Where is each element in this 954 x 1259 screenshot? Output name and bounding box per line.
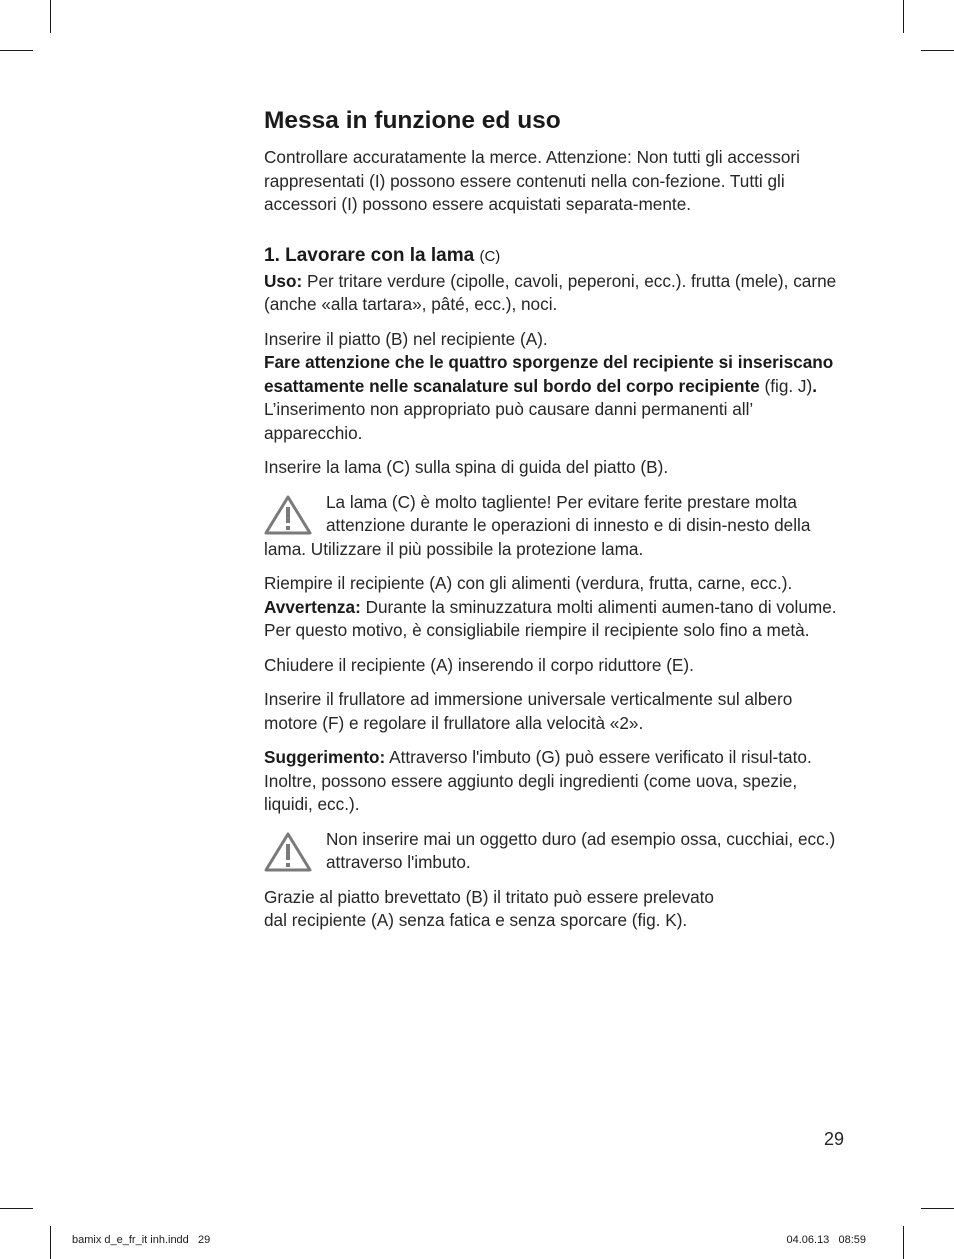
warning-text-blade: La lama (C) è molto tagliente! Per evitare ferite prestare molta attenzione durante le operazioni di innesto e di disin-nesto della lama. Utilizzare il più possibile la protezione lama. (264, 491, 811, 559)
suggerimento-label: Suggerimento: (264, 747, 386, 767)
page-content (264, 104, 846, 933)
fill-text: Riempire il recipiente (A) con gli alimenti (verdura, frutta, carne, ecc.). (264, 573, 793, 593)
crop-mark-top-right-vertical (903, 0, 904, 33)
attention-fig-ref: (fig. J) (759, 375, 813, 396)
suggerimento-paragraph (264, 746, 846, 817)
intro-paragraph: Controllare accuratamente la merce. Attenzione: Non tutti gli accessori rappresentati (I) possono essere contenuti nella con-fezione. Tutti gli accessori (I) possono essere acquistati separata-mente. (264, 147, 800, 214)
crop-mark-top-left-horizontal (0, 50, 33, 51)
slug-date-info: 04.06.13 08:59 (786, 1234, 866, 1246)
attention-paragraph (264, 351, 846, 445)
suggerimento-text: Attraverso l'imbuto (G) può essere verificato il risul-tato. Inoltre, possono essere aggiunto degli ingredienti (come uova, spezie, liquidi, ecc.). (264, 747, 812, 814)
section-heading-text: 1. Lavorare con la lama (264, 244, 475, 266)
crop-mark-top-right-horizontal (921, 50, 954, 51)
section-heading (264, 243, 846, 270)
crop-mark-top-left-vertical (50, 0, 51, 33)
mixer-paragraph: Inserire il frullatore ad immersione universale verticalmente sul albero motore (F) e regolare il frullatore alla velocità «2». (264, 689, 793, 733)
final-line-2: dal recipiente (A) senza fatica e senza sporcare (fig. K). (264, 910, 688, 930)
warning-block-funnel (264, 828, 846, 875)
final-paragraph (264, 886, 846, 933)
uso-label: Uso: (264, 270, 303, 291)
slug-file-info: bamix d_e_fr_it inh.indd 29 (72, 1234, 211, 1246)
attention-dot: . (812, 375, 818, 396)
final-line-1: Grazie al piatto brevettato (B) il tritato può essere prelevato (264, 886, 714, 907)
fill-paragraph (264, 572, 846, 643)
uso-text: Per tritare verdure (cipolle, cavoli, peperoni, ecc.). frutta (mele), carne (anche «alla tartara», pâté, ecc.), noci. (264, 270, 837, 314)
avvertenza-text: Durante la sminuzzatura molti alimenti aumen-tano di volume. Per questo motivo, è consigliabile riempire il recipiente solo fino a metà. (264, 596, 837, 640)
page-number: 29 (823, 1129, 844, 1149)
insert-blade-paragraph: Inserire la lama (C) sulla spina di guida del piatto (B). (264, 457, 669, 477)
warning-triangle-icon (264, 832, 312, 872)
crop-mark-bottom-right-vertical (903, 1226, 904, 1259)
warning-text-funnel: Non inserire mai un oggetto duro (ad esempio ossa, cucchiai, ecc.) attraverso l'imbuto. (326, 828, 836, 872)
avvertenza-label: Avvertenza: (264, 596, 361, 617)
attention-rest-text: L’inserimento non appropriato può causare danni permanenti all’ apparecchio. (264, 399, 753, 443)
uso-paragraph (264, 270, 846, 317)
attention-bold-text: Fare attenzione che le quattro sporgenze del recipiente si inseriscano esattamente nelle scanalature sul bordo del corpo recipiente (264, 352, 834, 396)
insert-plate-paragraph: Inserire il piatto (B) nel recipiente (A). (264, 328, 548, 349)
warning-block-blade (264, 491, 846, 562)
crop-mark-bottom-left-vertical (50, 1226, 51, 1259)
page-title: Messa in funzione ed uso (264, 107, 561, 134)
crop-mark-bottom-right-horizontal (921, 1208, 954, 1209)
crop-mark-bottom-left-horizontal (0, 1208, 33, 1209)
close-paragraph: Chiudere il recipiente (A) inserendo il corpo riduttore (E). (264, 654, 694, 675)
warning-triangle-icon (264, 495, 312, 535)
section-heading-ref: (C) (479, 247, 501, 265)
